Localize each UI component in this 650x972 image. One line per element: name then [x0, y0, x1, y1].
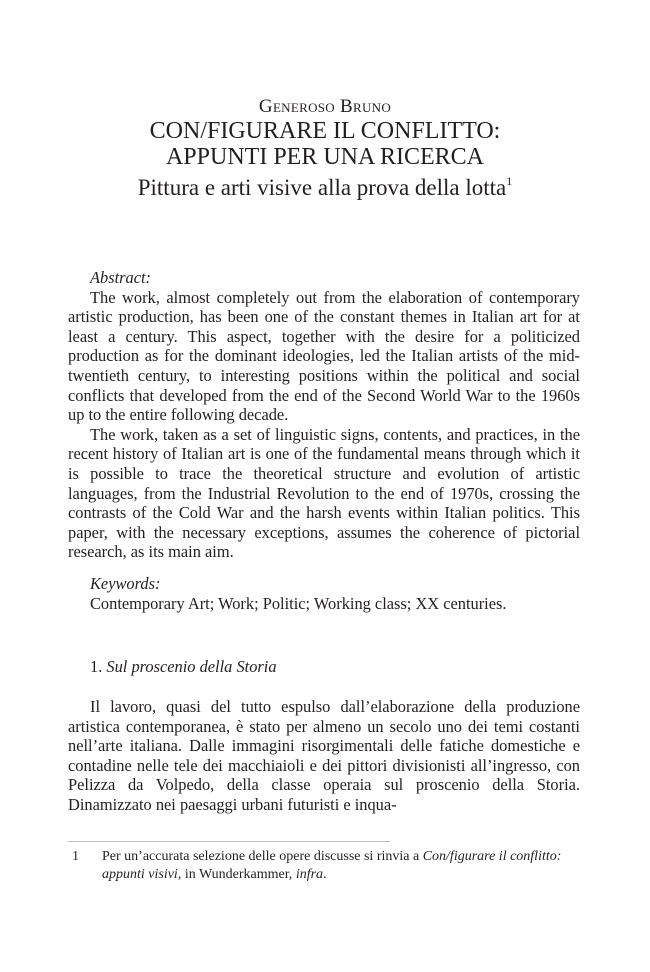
title-block — [0, 118, 650, 202]
subtitle — [0, 174, 650, 202]
section-heading — [68, 657, 602, 677]
main-paragraph: Il lavoro, quasi del tutto espulso dall’elaborazione della produzione artistica contemporanea, è stato per almeno un secolo uno dei temi costanti nell’arte italiana. Dalle immagini risorgimentali delle fatiche domestiche e contadine nelle tele dei macchiaioli e dei pittori divisionisti all’ingresso, con Pelizza da Volpedo, della classe operaia sul proscenio della Storia. Dinamizzato nei paesaggi urbani futuristi e inqua- — [68, 697, 580, 814]
abstract-label: Abstract: — [90, 268, 152, 287]
footnote-text-before: Per un’accurata selezione delle opere discusse si rinvia a — [102, 849, 423, 864]
footnote-marker: 1 — [506, 174, 513, 188]
footnote-divider — [68, 841, 390, 842]
keywords-list: Contemporary Art; Work; Politic; Working class; XX centuries. — [90, 593, 507, 613]
footnote-text-end: . — [323, 867, 327, 882]
footnote-work-title: Con/figurare il conflitto: appunti visivi — [102, 849, 562, 882]
keywords-label: Keywords: — [90, 574, 161, 593]
author-name: Generoso Bruno — [258, 96, 392, 117]
abstract-section — [68, 268, 580, 562]
footnote-text-middle: , in Wunderkammer, — [177, 867, 296, 882]
footnote-number: 1 — [72, 849, 79, 864]
section-title: Sul proscenio della Storia — [106, 657, 277, 676]
abstract-paragraph-1: The work, almost completely out from the elaboration of contemporary artistic production, has been one of the constant themes in Italian art for at least a century. This aspect, together with the desire for a politicized production as for the dominant ideologies, led the Italian artists of the mid-twentieth century, to interesting positions within the political and social conflicts that developed from the end of the Second World War to the 1960s up to the entire following decade. — [68, 287, 580, 425]
footnote — [68, 848, 580, 884]
keywords-section — [68, 574, 580, 613]
section-number: 1. — [90, 657, 103, 676]
footnote-text — [102, 848, 580, 884]
abstract-paragraph-2: The work, taken as a set of linguistic signs, contents, and practices, in the recent history of Italian art is one of the fundamental means through which it is possible to trace the theoretical structure and evolution of artistic languages, from the Industrial Revolution to the end of 1970s, crossing the contrasts of the Cold War and the harsh events within Italian politics. This paper, with the necessary exceptions, assumes the coherence of pictorial research, as its main aim. — [68, 424, 580, 562]
footnote-infra: infra — [295, 867, 324, 882]
subtitle-text: Pittura e arti visive alla prova della lotta — [137, 175, 507, 200]
title-line-2: APPUNTI PER UNA RICERCA — [165, 144, 485, 170]
main-text — [68, 697, 580, 815]
title-line-1: CON/FIGURARE IL CONFLITTO: — [149, 118, 501, 144]
